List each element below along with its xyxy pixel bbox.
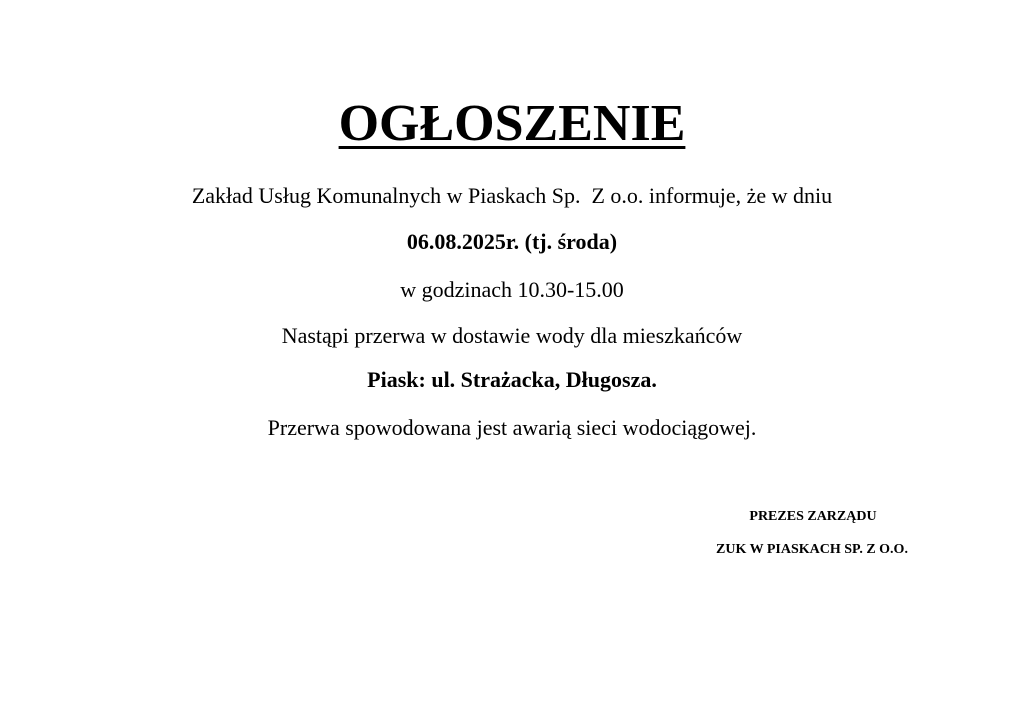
streets-line: Piask: ul. Strażacka, Długosza. xyxy=(367,367,657,392)
announcement-title: OGŁOSZENIE xyxy=(338,95,686,152)
intro-line: Zakład Usług Komunalnych w Piaskach Sp. Z o.o. informuje, że w dniu xyxy=(191,183,833,208)
notice-line: Nastąpi przerwa w dostawie wody dla mieszkańców xyxy=(281,323,743,348)
date-line: 06.08.2025r. (tj. środa) xyxy=(406,229,618,254)
signature-role: PREZES ZARZĄDU xyxy=(749,509,877,524)
hours-line: w godzinach 10.30-15.00 xyxy=(400,277,624,302)
reason-line: Przerwa spowodowana jest awarią sieci wodociągowej. xyxy=(267,415,757,440)
signature-organization: ZUK W PIASKACH SP. Z O.O. xyxy=(716,542,908,557)
